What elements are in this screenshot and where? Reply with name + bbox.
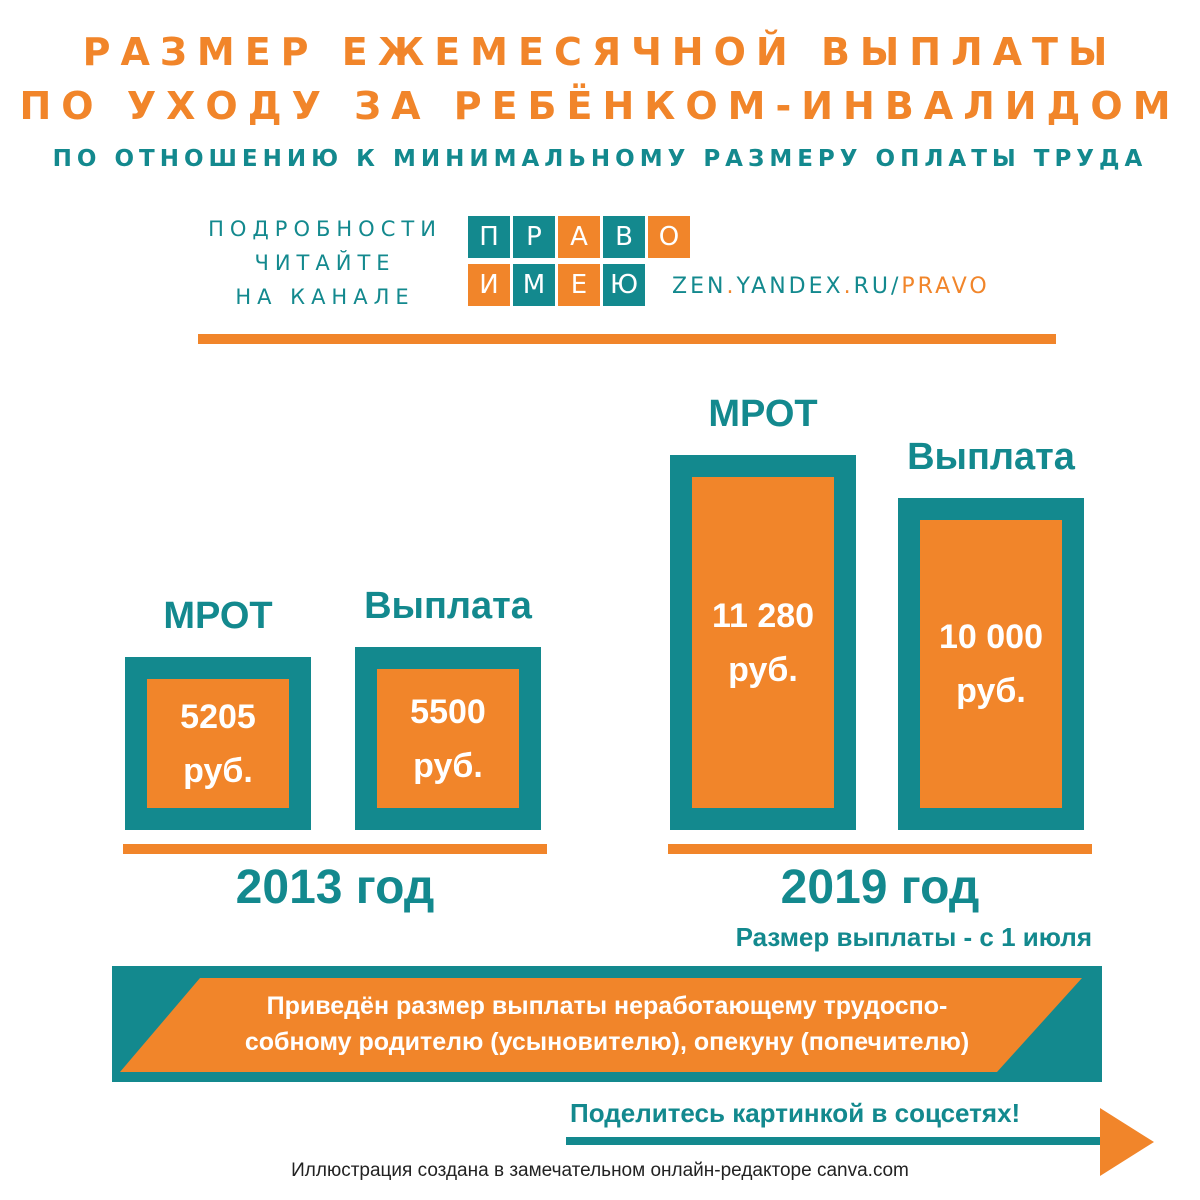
bar-unit: руб. [956, 672, 1026, 710]
logo-letter: П [468, 216, 510, 258]
share-text: Поделитесь картинкой в соцсетях! [570, 1098, 1021, 1128]
title-line-2: ПО УХОДУ ЗА РЕБЁНКОМ-ИНВАЛИДОМ [19, 84, 1181, 128]
promo-line-2: ЧИТАЙТЕ [254, 251, 396, 275]
logo-letter: Е [558, 264, 600, 306]
group-baseline [123, 844, 547, 854]
logo-letter: Р [513, 216, 555, 258]
bar-unit: руб. [413, 746, 483, 785]
banner-text [152, 988, 1062, 1060]
bar-fill [147, 679, 289, 808]
bar [670, 455, 856, 830]
subtitle: ПО ОТНОШЕНИЮ К МИНИМАЛЬНОМУ РАЗМЕРУ ОПЛАТЫ ТРУДА [52, 146, 1148, 172]
bar-fill [377, 669, 519, 808]
banner-line-2: собному родителю (усыновителю), опекуну (попечителю) [244, 1028, 970, 1056]
year-label: 2013 год [235, 861, 435, 914]
pravo-imeyu-logo[interactable] [468, 216, 698, 310]
url-part: RU [853, 274, 891, 299]
title-line-1: РАЗМЕР ЕЖЕМЕСЯЧНОЙ ВЫПЛАТЫ [82, 30, 1118, 74]
bar-fill [920, 520, 1062, 808]
bar-fill [692, 477, 834, 808]
bar-value-label [712, 589, 814, 697]
bar-value-label [410, 685, 486, 793]
bar-value: 11 280 [711, 596, 815, 635]
bar-value: 5205 [180, 697, 256, 736]
logo-letter: И [468, 264, 510, 306]
promo-text [190, 212, 460, 314]
logo-letter: Ю [603, 264, 645, 306]
logo-letter: В [603, 216, 645, 258]
bar-category-label: МРОТ [708, 393, 818, 435]
bar-category-label: Выплата [907, 436, 1075, 478]
bar-value: 5500 [410, 692, 486, 731]
channel-url-link[interactable] [672, 274, 990, 299]
bar-chart [0, 380, 1200, 960]
footer-credit: Иллюстрация создана в замечательном онлайн-редакторе canva.com [291, 1160, 909, 1181]
promo-line-3: НА КАНАЛЕ [235, 285, 415, 309]
bar [898, 498, 1084, 830]
bar-unit: руб. [183, 751, 253, 790]
bar [125, 657, 311, 830]
banner-line-1: Приведён размер выплаты неработающему трудоспо- [266, 992, 948, 1020]
note-banner [112, 966, 1102, 1082]
url-dot: . [726, 274, 737, 299]
logo-letter: М [513, 264, 555, 306]
bar [355, 647, 541, 830]
bar-value: 10 000 [939, 618, 1043, 656]
bar-unit: руб. [728, 650, 798, 689]
logo-letter: О [648, 216, 690, 258]
promo-line-1: ПОДРОБНОСТИ [208, 217, 442, 241]
url-dot: . [843, 274, 854, 299]
year-label: 2019 год [780, 861, 980, 914]
bar-category-label: МРОТ [163, 595, 273, 637]
bar-value-label [180, 690, 256, 798]
bar-value-label [939, 610, 1043, 718]
url-part: PRAVO [901, 274, 990, 299]
logo-letter: А [558, 216, 600, 258]
bar-category-label: Выплата [364, 585, 532, 627]
group-baseline [668, 844, 1092, 854]
url-part: ZEN [672, 274, 727, 299]
url-slash: / [890, 274, 902, 299]
year-note: Размер выплаты - с 1 июля [735, 922, 1092, 952]
url-part: YANDEX [736, 274, 844, 299]
header-divider [198, 334, 1056, 344]
